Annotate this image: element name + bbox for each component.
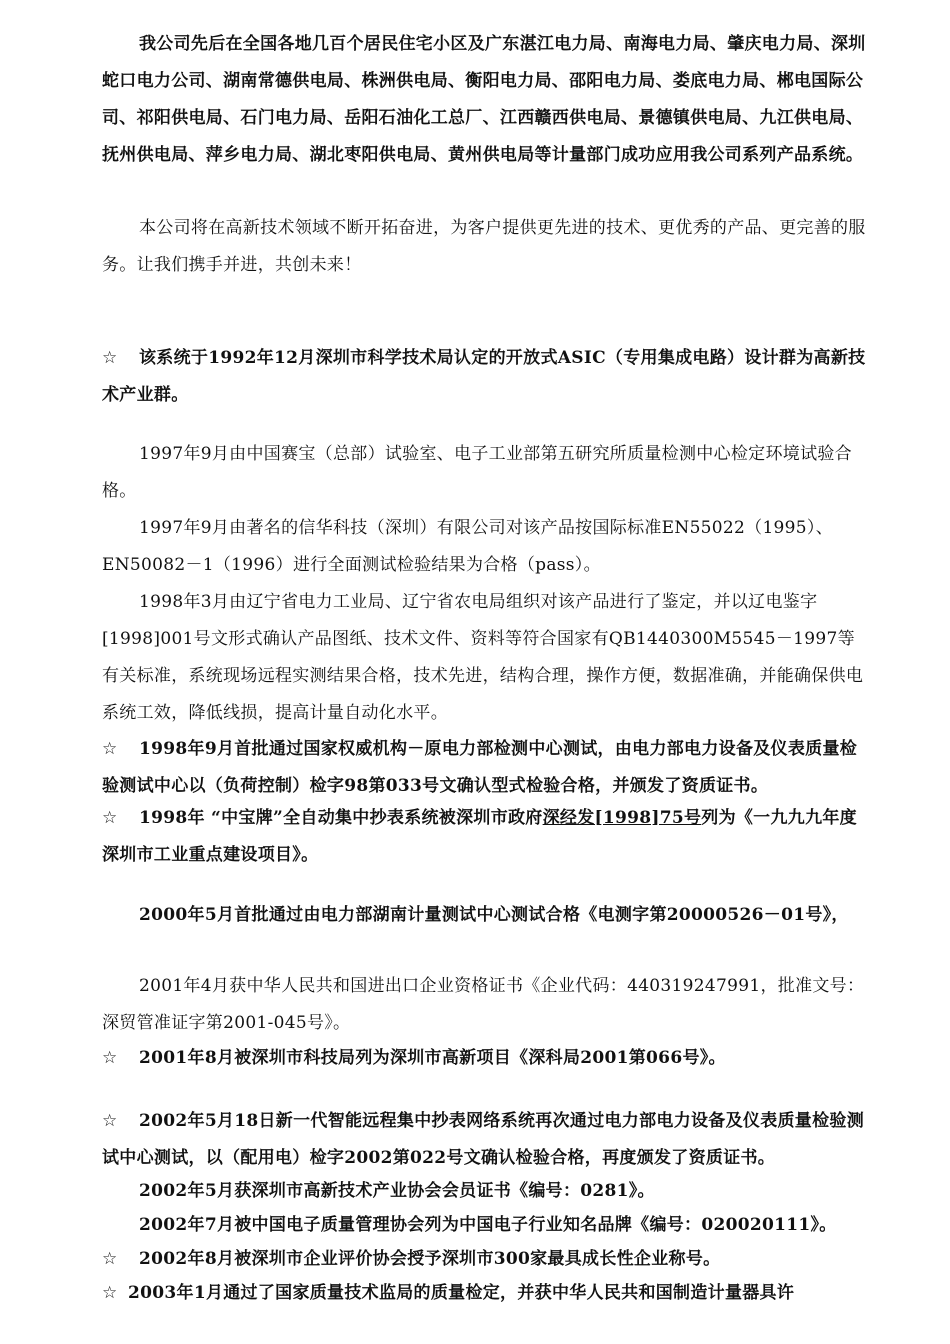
star-icon: ☆ <box>102 1111 118 1131</box>
paragraph-2003-quality <box>102 1275 872 1312</box>
document-number-underlined: 深经发[1998]75号 <box>542 808 702 828</box>
star-icon: ☆ <box>102 348 118 368</box>
star-icon: ☆ <box>102 1249 118 1269</box>
paragraph-text: 2001年8月被深圳市科技局列为深圳市高新项目《深科局2001第066号》。 <box>139 1048 726 1068</box>
paragraph-1997-xinhua: 1997年9月由著名的信华科技（深圳）有限公司对该产品按国际标准EN55022（1995）、EN50082－1（1996）进行全面测试检验结果为合格（pass）。 <box>102 518 834 575</box>
paragraph-text: 2002年8月被深圳市企业评价协会授予深圳市300家最具成长性企业称号。 <box>139 1249 721 1269</box>
paragraph-2002-brand: 2002年7月被中国电子质量管理协会列为中国电子行业知名品牌《编号：020020111》。 <box>139 1215 837 1235</box>
paragraph-text: 2003年1月通过了国家质量技术监局的质量检定，并获中华人民共和国制造计量器具许 <box>128 1283 795 1303</box>
paragraph-client-list: 我公司先后在全国各地几百个居民住宅小区及广东湛江电力局、南海电力局、肇庆电力局、深圳蛇口电力公司、湖南常德供电局、株洲供电局、衡阳电力局、邵阳电力局、娄底电力局、郴电国际公司、祁阳供电局、石门电力局、岳阳石油化工总厂、江西赣西供电局、景德镇供电局、九江供电局、抚州供电局、萍乡电力局、湖北枣阳供电局、黄州供电局等计量部门成功应用我公司系列产品系统。 <box>102 34 866 165</box>
paragraph-2002-growth <box>102 1241 872 1278</box>
paragraph-1992-asic <box>102 340 872 414</box>
paragraph-2002-network-system <box>102 1103 872 1177</box>
paragraph-text: 该系统于1992年12月深圳市科学技术局认定的开放式ASIC（专用集成电路）设计群为高新技术产业群。 <box>102 348 866 405</box>
paragraph-2002-association: 2002年5月获深圳市高新技术产业协会会员证书《编号：0281》。 <box>139 1181 655 1201</box>
star-icon: ☆ <box>102 808 118 828</box>
paragraph-text: 1998年9月首批通过国家权威机构－原电力部检测中心测试，由电力部电力设备及仪表质量检验测试中心以（负荷控制）检字98第033号文确认型式检验合格，并颁发了资质证书。 <box>102 739 858 796</box>
paragraph-text-a: 1998年 “中宝牌”全自动集中抄表系统被深圳市政府 <box>139 808 543 828</box>
star-icon: ☆ <box>102 739 118 759</box>
paragraph-1998-power-ministry <box>102 731 872 805</box>
paragraph-company-vision: 本公司将在高新技术领域不断开拓奋进，为客户提供更先进的技术、更优秀的产品、更完善的服务。让我们携手并进，共创未来！ <box>102 218 866 275</box>
paragraph-2000-hunan: 2000年5月首批通过由电力部湖南计量测试中心测试合格《电测字第20000526－01号》， <box>139 905 849 925</box>
paragraph-1998-liaoning: 1998年3月由辽宁省电力工业局、辽宁省农电局组织对该产品进行了鉴定，并以辽电鉴字[1998]001号文形式确认产品图纸、技术文件、资料等符合国家有QB1440300M5545－1997等有关标准，系统现场远程实测结果合格，技术先进，结构合理，操作方便，数据准确，并能确保供电系统工效，降低线损，提高计量自动化水平。 <box>102 592 864 723</box>
paragraph-1997-ceprei: 1997年9月由中国赛宝（总部）试验室、电子工业部第五研究所质量检测中心检定环境试验合格。 <box>102 444 852 501</box>
paragraph-2001-tech-bureau <box>102 1040 872 1077</box>
paragraph-1998-zhongbao <box>102 800 872 874</box>
paragraph-text-b: 列为《一九九九年度深圳市工业重点建设项目》。 <box>102 808 857 865</box>
star-icon: ☆ <box>102 1283 118 1303</box>
star-icon: ☆ <box>102 1048 118 1068</box>
paragraph-2001-import-export: 2001年4月获中华人民共和国进出口企业资格证书《企业代码：440319247991，批准文号：深贸管准证字第2001-045号》。 <box>102 976 865 1033</box>
paragraph-text: 2002年5月18日新一代智能远程集中抄表网络系统再次通过电力部电力设备及仪表质量检验测试中心测试，以（配用电）检字2002第022号文确认检验合格，再度颁发了资质证书。 <box>102 1111 864 1168</box>
